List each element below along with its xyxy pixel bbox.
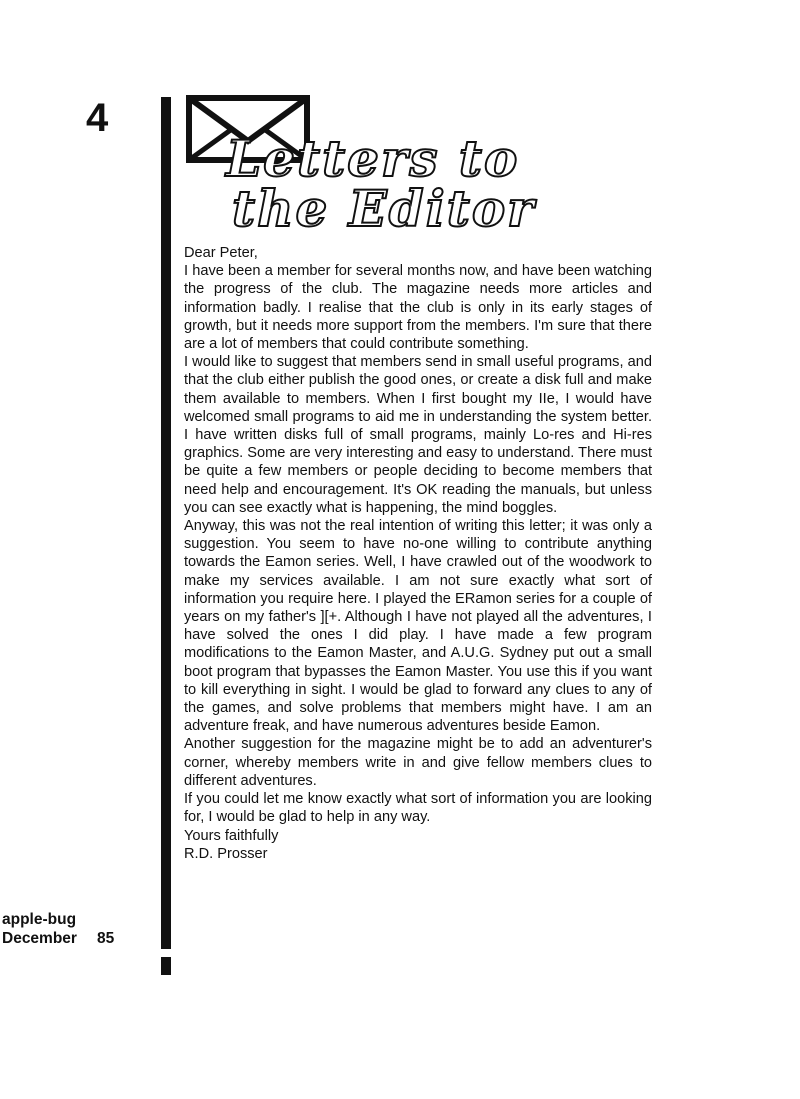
page-footer	[2, 910, 114, 948]
page-heading	[226, 129, 646, 238]
letter-paragraph: I have been a member for several months now, and have been watching the progress of the club. The magazine needs more articles and information badly. I realise that the club is only in its early stages of growth, but it needs more support from the members. I'm sure that there are a lot of members that could contribute something.	[184, 263, 652, 353]
letter-body	[184, 244, 652, 863]
letter-paragraph: Another suggestion for the magazine might be to add an adventurer's corner, whereby members write in and give fellow members clues to different adventures.	[184, 736, 652, 789]
letter-paragraph: Anyway, this was not the real intention of writing this letter; it was only a suggestion. You seem to have no-one willing to contribute anything towards the Eamon series. Well, I have crawled out of the woodwork to make my services available. I am not sure exactly what sort of information you require here. I played the ERamon series for a couple of years on my father's ][+. Although I have not played all the adventures, I have solved the ones I did play. I have made a few program modifications to the Eamon Master, and A.U.G. Sydney put out a small boot program that bypasses the Eamon Master. You use this if you want to kill everything in sight. I would be glad to forward any clues to any of the games, and solve problems that members might have. I am an adventure freak, and have numerous adventures beside Eamon.	[184, 518, 652, 735]
issue-year: 85	[96, 930, 115, 947]
publication-name: apple-bug	[2, 911, 77, 928]
letter-paragraph: I would like to suggest that members send in small useful programs, and that the club either publish the good ones, or create a disk full and make them available to members. When I first bought my IIe, I would have welcomed small programs to aid me in understanding the system better. I have written disks full of small programs, mainly Lo-res and Hi-res graphics. Some are very interesting and easy to understand. There must be quite a few members or people deciding to become members that need help and encouragement. It's OK reading the manuals, but unless you can see exactly what is happening, the mind boggles.	[184, 354, 652, 516]
letter-salutation: Dear Peter,	[184, 245, 258, 261]
heading-line-2: the Editor	[232, 179, 536, 238]
letter-signature: R.D. Prosser	[184, 845, 268, 862]
page-number: 4	[86, 96, 109, 140]
margin-rule-end	[161, 957, 171, 975]
issue-month: December	[2, 930, 77, 947]
issue-date	[2, 929, 114, 948]
heading-line-1: Letters to	[226, 129, 520, 188]
margin-rule	[161, 97, 171, 949]
letter-paragraph: If you could let me know exactly what sort of information you are looking for, I would be glad to help in any way.	[184, 791, 652, 826]
letter-closing: Yours faithfully	[184, 827, 279, 844]
